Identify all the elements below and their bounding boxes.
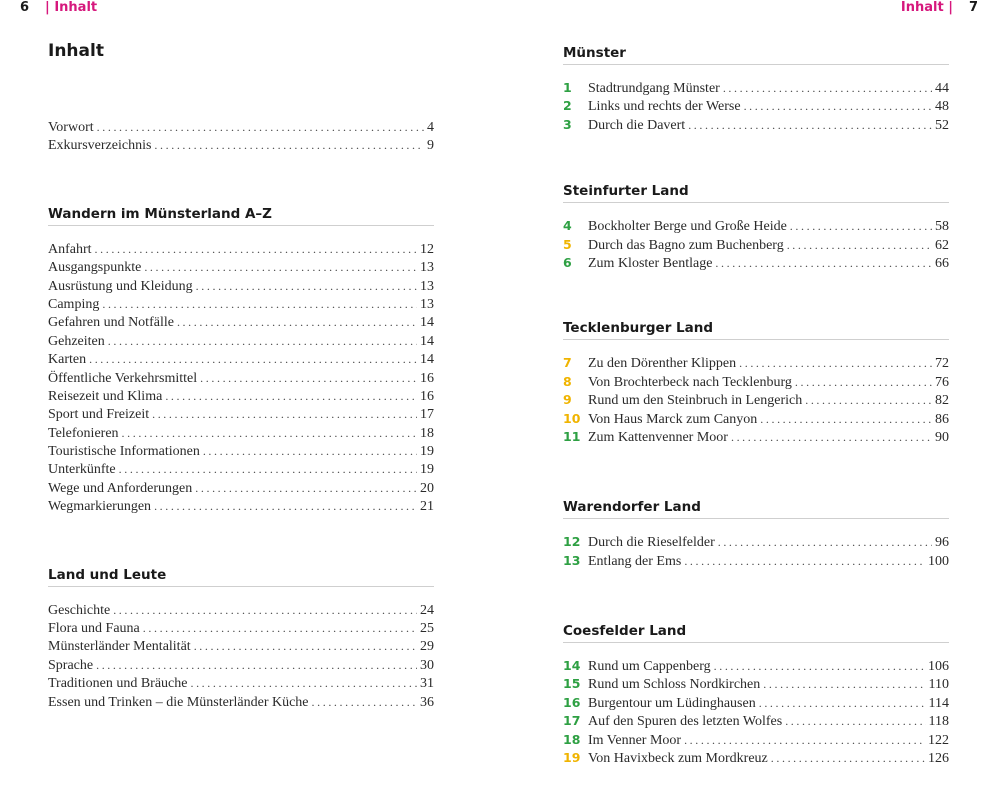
toc-entry [48, 387, 434, 405]
dot-leader [143, 619, 417, 637]
entry-page-number: 4 [427, 120, 434, 135]
wandern-title: Wandern im Münsterland A–Z [48, 204, 434, 226]
tour-number: 19 [563, 750, 581, 766]
left-page-header [20, 0, 97, 18]
dot-leader [723, 79, 932, 97]
entry-page-number: 29 [420, 639, 434, 655]
region-tecklenburg [563, 318, 949, 446]
entry-page-number: 82 [935, 393, 949, 409]
dot-leader [771, 749, 925, 767]
entry-label: Durch das Bagno zum Buchenberg [588, 237, 784, 253]
toc-entry [48, 637, 434, 655]
dot-leader [195, 479, 417, 497]
tour-list [563, 533, 949, 570]
dot-leader [203, 442, 417, 460]
tour-number: 6 [563, 254, 572, 270]
dot-leader [760, 410, 932, 428]
entry-page-number: 44 [935, 81, 949, 96]
entry-label: Von Haus Marck zum Canyon [588, 411, 758, 427]
entry-label: Gehzeiten [48, 333, 105, 349]
region-muenster [563, 43, 949, 134]
dot-leader [763, 675, 925, 693]
entry-label: Zu den Dörenther Klippen [588, 356, 737, 372]
tour-number: 16 [563, 694, 581, 710]
region-title: Steinfurter Land [563, 181, 949, 203]
entry-page-number: 72 [935, 356, 949, 372]
entry-page-number: 90 [935, 429, 949, 445]
entry-page-number: 18 [420, 425, 434, 441]
entry-page-number: 110 [928, 677, 949, 693]
entry-label: Wege und Anforderungen [48, 480, 193, 496]
dot-leader [718, 533, 932, 551]
entry-label: Burgentour um Lüdinghausen [588, 695, 756, 711]
tour-list [563, 79, 949, 134]
region-coesfeld [563, 621, 949, 767]
dot-leader [795, 373, 932, 391]
tour-number: 3 [563, 116, 572, 132]
entry-page-number: 21 [420, 499, 434, 515]
entry-page-number: 19 [420, 444, 434, 460]
right-page-header [901, 0, 978, 18]
tour-entry [563, 254, 949, 272]
toc-entry [48, 405, 434, 423]
dot-leader [95, 240, 417, 258]
entry-page-number: 13 [420, 260, 434, 276]
wandern-group [48, 204, 434, 516]
page-title: Inhalt [48, 41, 104, 61]
entry-page-number: 114 [928, 695, 949, 711]
dot-leader [196, 277, 417, 295]
dot-leader [96, 656, 417, 674]
toc-entry [48, 295, 434, 313]
toc-entry [48, 674, 434, 692]
entry-label: Von Havixbeck zum Mordkreuz [588, 751, 768, 767]
dot-leader [97, 118, 424, 136]
toc-entry [48, 656, 434, 674]
entry-label: Durch die Davert [588, 117, 686, 133]
tour-number: 8 [563, 373, 572, 389]
entry-page-number: 100 [928, 553, 949, 569]
dot-leader [152, 405, 417, 423]
tour-entry [563, 712, 949, 730]
dot-leader [715, 254, 932, 272]
entry-page-number: 126 [928, 751, 949, 767]
tour-entry [563, 749, 949, 767]
entry-label: Rund um Schloss Nordkirchen [588, 677, 761, 693]
entry-label: Telefonieren [48, 425, 119, 441]
right-page-number: 7 [968, 0, 978, 15]
entry-page-number: 25 [420, 621, 434, 637]
toc-entry [48, 460, 434, 478]
dot-leader [744, 97, 932, 115]
region-title: Münster [563, 43, 949, 65]
entry-label: Exkursverzeichnis [48, 138, 152, 154]
dot-leader [154, 497, 417, 515]
dot-leader [113, 601, 417, 619]
tour-entry [563, 391, 949, 409]
entry-page-number: 62 [935, 237, 949, 253]
tour-number: 4 [563, 218, 572, 234]
tour-entry [563, 533, 949, 551]
entry-page-number: 20 [420, 480, 434, 496]
dot-leader [714, 657, 925, 675]
tour-number: 12 [563, 534, 581, 550]
dot-leader [787, 236, 932, 254]
dot-leader [790, 217, 932, 235]
entry-label: Reisezeit und Klima [48, 388, 163, 404]
entry-page-number: 36 [420, 694, 434, 710]
tour-entry [563, 236, 949, 254]
entry-page-number: 9 [427, 138, 434, 154]
right-section-mark: Inhalt | [900, 0, 953, 15]
dot-leader [190, 674, 417, 692]
tour-entry [563, 428, 949, 446]
entry-page-number: 16 [420, 370, 434, 386]
left-page-number: 6 [20, 0, 30, 15]
toc-entry [48, 240, 434, 258]
entry-page-number: 96 [935, 535, 949, 551]
dot-leader [144, 258, 417, 276]
dot-leader [200, 369, 417, 387]
entry-label: Bockholter Berge und Große Heide [588, 219, 787, 235]
entry-page-number: 14 [420, 333, 434, 349]
toc-entry [48, 442, 434, 460]
entry-label: Im Venner Moor [588, 732, 682, 748]
dot-leader [684, 552, 925, 570]
entry-label: Sport und Freizeit [48, 407, 150, 423]
land-list [48, 601, 434, 711]
wandern-list [48, 240, 434, 516]
left-column [48, 118, 434, 711]
tour-number: 14 [563, 658, 581, 674]
tour-number: 7 [563, 355, 572, 371]
entry-page-number: 24 [420, 602, 434, 618]
toc-entry [48, 497, 434, 515]
toc-entry [48, 332, 434, 350]
tour-number: 13 [563, 552, 581, 568]
tour-entry [563, 410, 949, 428]
dot-leader [154, 136, 424, 154]
tour-list [563, 657, 949, 767]
dot-leader [739, 354, 932, 372]
toc-entry [48, 258, 434, 276]
intro-group [48, 118, 434, 155]
dot-leader [89, 350, 417, 368]
toc-entry [48, 424, 434, 442]
entry-page-number: 86 [935, 411, 949, 427]
entry-page-number: 118 [928, 714, 949, 730]
land-title: Land und Leute [48, 565, 434, 587]
dot-leader [688, 116, 932, 134]
dot-leader [194, 637, 417, 655]
dot-leader [684, 731, 925, 749]
toc-entry [48, 313, 434, 331]
entry-label: Touristische Informationen [48, 444, 200, 460]
tour-list [563, 354, 949, 446]
entry-label: Gefahren und Notfälle [48, 315, 174, 331]
entry-label: Stadtrundgang Münster [588, 81, 720, 96]
tour-entry [563, 657, 949, 675]
toc-entry [48, 118, 434, 136]
entry-page-number: 13 [420, 296, 434, 312]
toc-entry [48, 136, 434, 154]
land-group [48, 565, 434, 711]
tour-entry [563, 373, 949, 391]
dot-leader [102, 295, 417, 313]
entry-page-number: 76 [935, 374, 949, 390]
entry-label: Anfahrt [48, 241, 92, 257]
tour-number: 15 [563, 676, 581, 692]
left-section-mark: | Inhalt [45, 0, 98, 15]
entry-label: Von Brochterbeck nach Tecklenburg [588, 374, 792, 390]
tour-entry [563, 97, 949, 115]
entry-label: Essen und Trinken – die Münsterländer Küche [48, 694, 309, 710]
tour-entry [563, 731, 949, 749]
tour-number: 1 [563, 80, 572, 95]
dot-leader [785, 712, 925, 730]
tour-number: 2 [563, 98, 572, 114]
tour-number: 11 [563, 428, 581, 444]
region-steinfurt [563, 181, 949, 272]
entry-page-number: 48 [935, 99, 949, 115]
tour-number: 18 [563, 731, 581, 747]
tour-entry [563, 116, 949, 134]
entry-page-number: 14 [420, 352, 434, 368]
region-title: Warendorfer Land [563, 497, 949, 519]
dot-leader [119, 460, 417, 478]
entry-label: Ausrüstung und Kleidung [48, 278, 193, 294]
entry-page-number: 19 [420, 462, 434, 478]
tour-number: 10 [563, 410, 581, 426]
right-column [563, 43, 949, 767]
tour-entry [563, 354, 949, 372]
region-title: Tecklenburger Land [563, 318, 949, 340]
dot-leader [805, 391, 932, 409]
tour-list [563, 217, 949, 272]
dot-leader [122, 424, 417, 442]
entry-label: Ausgangspunkte [48, 260, 142, 276]
entry-label: Öffentliche Verkehrsmittel [48, 370, 198, 386]
entry-label: Auf den Spuren des letzten Wolfes [588, 714, 783, 730]
entry-label: Camping [48, 296, 100, 312]
toc-entry [48, 693, 434, 711]
entry-label: Unterkünfte [48, 462, 116, 478]
entry-label: Flora und Fauna [48, 621, 140, 637]
tour-number: 5 [563, 236, 572, 252]
entry-label: Traditionen und Bräuche [48, 676, 188, 692]
entry-label: Vorwort [48, 120, 94, 135]
toc-entry [48, 369, 434, 387]
tour-entry [563, 552, 949, 570]
tour-entry [563, 217, 949, 235]
dot-leader [731, 428, 932, 446]
toc-entry [48, 277, 434, 295]
entry-page-number: 13 [420, 278, 434, 294]
entry-page-number: 122 [928, 732, 949, 748]
toc-entry [48, 601, 434, 619]
entry-label: Links und rechts der Werse [588, 99, 741, 115]
entry-page-number: 16 [420, 388, 434, 404]
entry-page-number: 30 [420, 657, 434, 673]
dot-leader [177, 313, 417, 331]
entry-label: Rund um Cappenberg [588, 659, 711, 675]
toc-entry [48, 350, 434, 368]
entry-label: Zum Kloster Bentlage [588, 255, 713, 271]
tour-entry [563, 694, 949, 712]
dot-leader [108, 332, 417, 350]
entry-page-number: 17 [420, 407, 434, 423]
region-warendorf [563, 497, 949, 570]
dot-leader [165, 387, 417, 405]
entry-label: Sprache [48, 657, 94, 673]
entry-label: Karten [48, 352, 87, 368]
region-title: Coesfelder Land [563, 621, 949, 643]
tour-entry [563, 675, 949, 693]
tour-entry [563, 79, 949, 97]
entry-label: Wegmarkierungen [48, 499, 152, 515]
entry-page-number: 106 [928, 659, 949, 675]
toc-entry [48, 479, 434, 497]
entry-page-number: 66 [935, 255, 949, 271]
dot-leader [759, 694, 926, 712]
entry-page-number: 58 [935, 219, 949, 235]
dot-leader [312, 693, 417, 711]
entry-label: Entlang der Ems [588, 553, 682, 569]
entry-page-number: 52 [935, 117, 949, 133]
tour-number: 9 [563, 392, 572, 408]
toc-entry [48, 619, 434, 637]
entry-label: Zum Kattenvenner Moor [588, 429, 728, 445]
entry-page-number: 31 [420, 676, 434, 692]
entry-label: Rund um den Steinbruch in Lengerich [588, 393, 803, 409]
entry-label: Münsterländer Mentalität [48, 639, 191, 655]
intro-list [48, 118, 434, 155]
entry-label: Durch die Rieselfelder [588, 535, 715, 551]
entry-label: Geschichte [48, 602, 111, 618]
tour-number: 17 [563, 713, 581, 729]
entry-page-number: 14 [420, 315, 434, 331]
entry-page-number: 12 [420, 241, 434, 257]
